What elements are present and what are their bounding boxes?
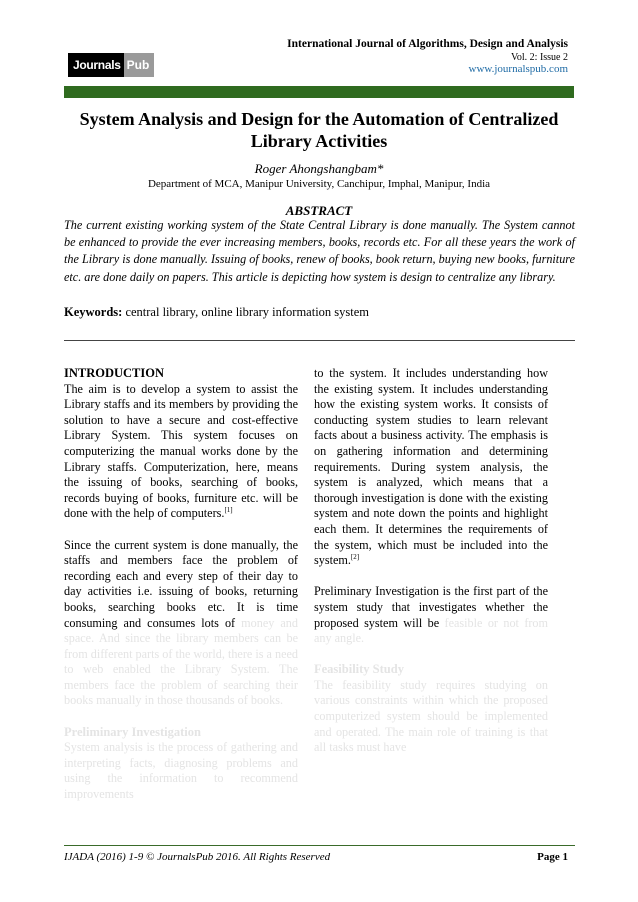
author-name: Roger Ahongshangbam*	[254, 161, 384, 176]
keywords	[64, 305, 574, 320]
footer-citation: IJADA (2016) 1-9 © JournalsPub 2016. All Rights Reserved	[64, 851, 331, 863]
keywords-label: Keywords:	[64, 305, 123, 319]
citation-ref-2: [2]	[350, 553, 360, 562]
journal-title: International Journal of Algorithms, Design and Analysis	[287, 38, 568, 50]
paper-title-line-2: Library Activities	[250, 131, 388, 151]
preliminary-investigation-heading: Preliminary Investigation	[64, 724, 201, 739]
faded-text: feasible or not from any angle.	[314, 615, 549, 646]
keywords-list: central library, online library information system	[122, 305, 370, 319]
analysis-paragraph: to the system. It includes understanding how the existing system. It includes understanding how the existing system works. It consists of conducting system studies to learn relevant facts about a business activity. The emphasis is on gathering information and determining requirements. During system analysis, the system is analyzed, which means that a thorough investigation is done with the existing system and note down the points and highlight each them. It determines the requirements of the system, which must be included into the system.[2]	[314, 366, 548, 568]
introduction-heading: INTRODUCTION	[64, 366, 165, 380]
footer-divider	[64, 845, 575, 846]
intro-paragraph-1: The aim is to develop a system to assist the Library staffs and its members by providing the solution to have a secure and cost-effective Library System. This system focuses on computerizing the manual works done by the Library staffs. Computerization, here, means the issuing of books, searching of books, records buying of books, furniture etc. will be done with the help of computers.[1]	[64, 381, 298, 521]
intro-paragraph-2: Since the current system is done manually, the staffs and members face the problem of recording each and every step of their day to day activities i.e. issuing of books, returning books, searching books etc. It is time consuming and consumes lots of money and space. And since the library members can be from different parts of the world, there is a need to web enabled the Library System. The members face the problem of searching their books manually in those thousands of books.	[64, 537, 298, 708]
logo-part-pub: Pub	[124, 53, 155, 77]
prelim-paragraph: System analysis is the process of gathering and interpreting facts, diagnosing problems and using the information to recommend improvements	[64, 740, 298, 802]
issue-info: Vol. 2: Issue 2	[510, 52, 568, 63]
paper-title-line-1: System Analysis and Design for the Automation of Centralized	[79, 109, 559, 129]
faded-text: money and space. And since the library members can be from different parts of the world, there is a need to web enabled the Library System. The members face the problem of searching their books manually in those thousands of books.	[64, 615, 298, 708]
abstract-text: The current existing working system of the State Central Library is done manually. The System cannot be enhanced to provide the ever increasing members, books, records etc. For all these years the work of the Library is done manually. Issuing of books, renew of books, book return, buying new books, furniture etc. are done daily on papers. This article is depicting how system is design to centralize any library.	[64, 218, 575, 284]
citation-ref-1: [1]	[224, 506, 233, 515]
page-number: Page 1	[537, 851, 568, 863]
header-divider	[64, 86, 574, 98]
left-column	[64, 366, 298, 818]
journal-url[interactable]: www.journalspub.com	[468, 63, 568, 75]
feasibility-study-heading: Feasibility Study	[314, 662, 404, 677]
preliminary-paragraph: Preliminary Investigation is the first part of the system study that investigates whether the proposed system will be feasible or not from any angle.	[314, 584, 549, 646]
journalspub-logo	[68, 53, 154, 77]
abstract-heading: ABSTRACT	[285, 203, 353, 218]
right-column	[314, 366, 548, 771]
author-affiliation: Department of MCA, Manipur University, Canchipur, Imphal, Manipur, India	[147, 178, 491, 190]
paper-title	[64, 108, 574, 152]
logo-part-journals: Journals	[68, 53, 124, 77]
section-divider	[64, 340, 575, 341]
feasibility-paragraph: The feasibility study requires studying on various constraints within which the proposed computerized system should be implemented and operated. The main role of training is that all tasks must have	[314, 677, 548, 755]
